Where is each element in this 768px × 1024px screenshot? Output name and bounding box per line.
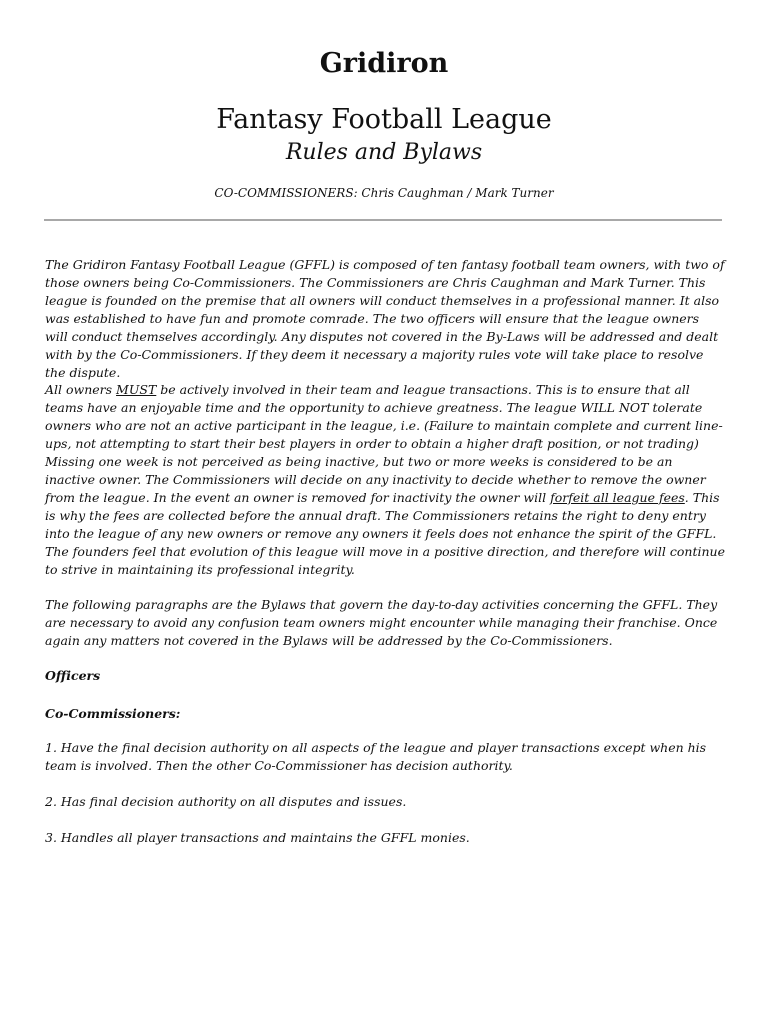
document-name: Rules and Bylaws <box>285 140 483 165</box>
forfeit-emphasis: forfeit all league fees <box>550 490 685 505</box>
co-commissioners-heading: Co-Commissioners: <box>45 706 181 721</box>
document-title: Gridiron <box>319 48 449 79</box>
document-subtitle: Fantasy Football League <box>216 104 552 135</box>
intro-paragraph: The Gridiron Fantasy Football League (GFFL) is composed of ten fantasy football team owners, with two of those owners being Co-Commissioners. The Commissioners are Chris Caughman and Mark Turner. This league is founded on the premise that all owners will conduct themselves in a professional manner. It also was established to have fun and promote comrade. The two officers will ensure that the league owners will conduct themselves accordingly. Any disputes not covered in the By-Laws will be addressed and dealt with by the Co-Commissioners. If they deem it necessary a majority rules vote will take place to resolve the dispute. <box>45 257 725 380</box>
commissioners-line: CO-COMMISSIONERS: Chris Caughman / Mark Turner <box>214 186 554 200</box>
list-item: 2. Has final decision authority on all disputes and issues. <box>45 794 407 809</box>
owners-text-1: All owners <box>45 382 117 397</box>
list-item: 3. Handles all player transactions and maintains the GFFL monies. <box>45 830 470 845</box>
owners-paragraph <box>45 381 725 579</box>
header-divider <box>44 219 722 221</box>
owners-text-2: be actively involved in their team and league transactions. This is to ensure that all teams have an enjoyable time and the opportunity to achieve greatness. The league WILL NOT tolerate owners who are not an active participant in the league, i.e. (Failure to maintain complete and current line-ups, not attempting to start their best players in order to obtain a higher draft position, or not trading) Missing one week is not perceived as being inactive, but two or more weeks is considered to be an inactive owner. The Commissioners will decide on any inactivity to decide whether to remove the owner from the league. In the event an owner is removed for inactivity the owner will <box>45 382 723 505</box>
owners-text-3: . This is why the fees are collected before the annual draft. The Commissioners retains the right to deny entry into the league of any new owners or remove any owners it feels does not enhance the spirit of the GFFL. The founders feel that evolution of this league will move in a positive direction, and therefore will continue to strive in maintaining its professional integrity. <box>45 490 725 577</box>
bylaws-intro-paragraph: The following paragraphs are the Bylaws that govern the day-to-day activities concerning the GFFL. They are necessary to avoid any confusion team owners might encounter while managing their franchise. Once again any matters not covered in the Bylaws will be addressed by the Co-Commissioners. <box>45 597 718 648</box>
officers-heading: Officers <box>45 668 101 683</box>
list-item: 1. Have the final decision authority on all aspects of the league and player transactions except when his team is involved. Then the other Co-Commissioner has decision authority. <box>45 740 707 773</box>
must-emphasis: MUST <box>116 382 157 397</box>
